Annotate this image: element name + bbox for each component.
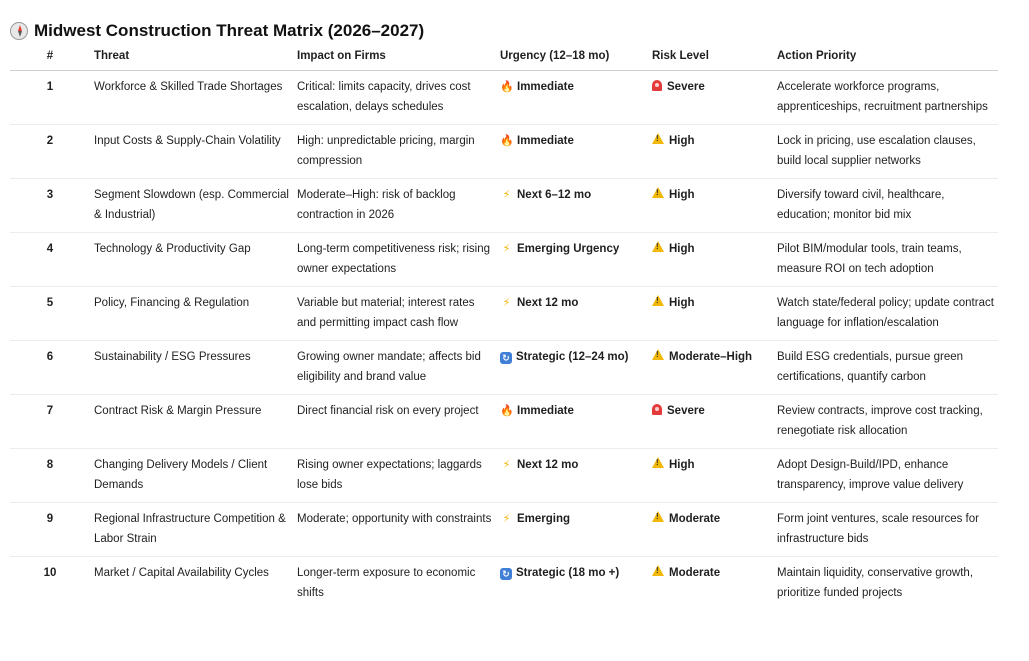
action-priority-cell: Maintain liquidity, conservative growth, prioritize funded projects: [777, 567, 974, 599]
row-number: 8: [10, 449, 90, 503]
action-priority-cell: Build ESG credentials, pursue green certifications, quantify carbon: [773, 341, 998, 395]
siren-icon: [652, 80, 662, 91]
row-number: 1: [10, 71, 90, 125]
lightning-icon: ⚡: [502, 189, 511, 201]
risk-level-cell: [648, 71, 773, 125]
action-priority-cell: Accelerate workforce programs, apprenticeships, recruitment partnerships: [773, 71, 998, 125]
risk-level-label: Moderate: [669, 513, 721, 525]
urgency-label: Immediate: [517, 81, 574, 93]
urgency-cell: [496, 341, 648, 395]
risk-level-label: Moderate–High: [669, 351, 753, 363]
urgency-cell: [496, 449, 648, 503]
action-priority-cell: Pilot BIM/modular tools, train teams, measure ROI on tech adoption: [773, 233, 998, 287]
impact-cell: Long-term competitiveness risk; rising owner expectations: [293, 233, 496, 287]
urgency-label: Next 12 mo: [517, 297, 579, 309]
fire-icon: 🔥: [500, 405, 514, 417]
warning-icon: [652, 349, 664, 360]
risk-level-label: High: [669, 297, 695, 309]
impact-cell: Moderate–High: risk of backlog contraction in 2026: [293, 179, 496, 233]
fire-icon: 🔥: [500, 135, 514, 147]
impact-cell: Longer-term exposure to economic shifts: [297, 567, 476, 599]
row-number: 10: [43, 567, 57, 579]
row-number: 3: [10, 179, 90, 233]
action-priority-cell: Review contracts, improve cost tracking, renegotiate risk allocation: [773, 395, 998, 449]
table-row: [10, 503, 998, 557]
risk-level-label: Severe: [667, 81, 705, 93]
urgency-label: Next 6–12 mo: [517, 189, 592, 201]
risk-level-label: High: [669, 459, 695, 471]
threat-cell: Regional Infrastructure Competition & Labor Strain: [90, 503, 293, 557]
impact-cell: Rising owner expectations; laggards lose bids: [293, 449, 496, 503]
lightning-icon: ⚡: [502, 459, 511, 471]
impact-cell: Variable but material; interest rates and permitting impact cash flow: [293, 287, 496, 341]
threat-cell: Market / Capital Availability Cycles: [94, 567, 269, 579]
threat-cell: Changing Delivery Models / Client Demands: [90, 449, 293, 503]
risk-level-cell: [648, 449, 773, 503]
action-priority-cell: Diversify toward civil, healthcare, education; monitor bid mix: [773, 179, 998, 233]
threat-matrix-table: [10, 44, 998, 610]
header-urgency: Urgency (12–18 mo): [496, 44, 648, 71]
urgency-cell: [496, 71, 648, 125]
risk-level-cell: [648, 503, 773, 557]
threat-cell: Workforce & Skilled Trade Shortages: [90, 71, 293, 125]
urgency-label: Strategic (12–24 mo): [516, 351, 629, 363]
warning-icon: [652, 565, 664, 576]
impact-cell: Critical: limits capacity, drives cost escalation, delays schedules: [293, 71, 496, 125]
urgency-label: Immediate: [517, 405, 574, 417]
risk-level-label: High: [669, 135, 695, 147]
table-row: [10, 395, 998, 449]
impact-cell: Direct financial risk on every project: [293, 395, 496, 449]
action-priority-cell: Adopt Design-Build/IPD, enhance transparency, improve value delivery: [773, 449, 998, 503]
urgency-cell: [496, 395, 648, 449]
row-number: 7: [10, 395, 90, 449]
row-number: 4: [10, 233, 90, 287]
action-priority-cell: Watch state/federal policy; update contract language for inflation/escalation: [773, 287, 998, 341]
warning-icon: [652, 187, 664, 198]
header-risk-level: Risk Level: [648, 44, 773, 71]
page-title-text: Midwest Construction Threat Matrix (2026–2027): [34, 21, 425, 40]
table-row: [10, 557, 998, 611]
table-header-row: [10, 44, 998, 71]
threat-cell: Input Costs & Supply-Chain Volatility: [90, 125, 293, 179]
table-row: [10, 341, 998, 395]
header-threat: Threat: [90, 44, 293, 71]
risk-level-cell: [648, 125, 773, 179]
warning-icon: [652, 133, 664, 144]
risk-level-label: Severe: [667, 405, 705, 417]
repeat-icon: ↻: [500, 352, 512, 364]
lightning-icon: ⚡: [502, 513, 511, 525]
header-action-priority: Action Priority: [773, 44, 998, 71]
risk-level-label: Moderate: [669, 567, 721, 579]
row-number: 6: [10, 341, 90, 395]
risk-level-cell: [648, 341, 773, 395]
header-impact: Impact on Firms: [293, 44, 496, 71]
warning-icon: [652, 511, 664, 522]
threat-cell: Sustainability / ESG Pressures: [90, 341, 293, 395]
risk-level-label: High: [669, 243, 695, 255]
urgency-label: Strategic (18 mo +): [516, 567, 620, 579]
urgency-label: Emerging: [517, 513, 571, 525]
impact-cell: Growing owner mandate; affects bid eligibility and brand value: [293, 341, 496, 395]
header-number: #: [10, 44, 90, 71]
lightning-icon: ⚡: [502, 297, 511, 309]
urgency-cell: [496, 125, 648, 179]
table-row: [10, 449, 998, 503]
row-number: 2: [10, 125, 90, 179]
urgency-cell: [496, 287, 648, 341]
urgency-cell: [496, 179, 648, 233]
threat-cell: Technology & Productivity Gap: [90, 233, 293, 287]
risk-level-cell: [648, 557, 773, 611]
impact-cell: Moderate; opportunity with constraints: [293, 503, 496, 557]
lightning-icon: ⚡: [502, 243, 511, 255]
fire-icon: 🔥: [500, 81, 514, 93]
table-row: [10, 233, 998, 287]
urgency-label: Next 12 mo: [517, 459, 579, 471]
table-row: [10, 287, 998, 341]
table-row: [10, 125, 998, 179]
warning-icon: [652, 241, 664, 252]
repeat-icon: ↻: [500, 568, 512, 580]
impact-cell: High: unpredictable pricing, margin compression: [293, 125, 496, 179]
action-priority-cell: Lock in pricing, use escalation clauses, build local supplier networks: [773, 125, 998, 179]
threat-cell: Contract Risk & Margin Pressure: [90, 395, 293, 449]
risk-level-cell: [648, 179, 773, 233]
urgency-cell: [496, 233, 648, 287]
threat-cell: Policy, Financing & Regulation: [90, 287, 293, 341]
urgency-label: Immediate: [517, 135, 574, 147]
action-priority-cell: Form joint ventures, scale resources for infrastructure bids: [773, 503, 998, 557]
urgency-cell: [496, 557, 648, 611]
urgency-cell: [496, 503, 648, 557]
urgency-label: Emerging Urgency: [517, 243, 620, 255]
table-row: [10, 179, 998, 233]
table-row: [10, 71, 998, 125]
risk-level-cell: [648, 395, 773, 449]
threat-cell: Segment Slowdown (esp. Commercial & Industrial): [90, 179, 293, 233]
risk-level-cell: [648, 287, 773, 341]
siren-icon: [652, 404, 662, 415]
page-title: [10, 18, 424, 44]
risk-level-cell: [648, 233, 773, 287]
row-number: 5: [10, 287, 90, 341]
risk-level-label: High: [669, 189, 695, 201]
warning-icon: [652, 295, 664, 306]
compass-icon: [10, 22, 28, 40]
row-number: 9: [10, 503, 90, 557]
warning-icon: [652, 457, 664, 468]
